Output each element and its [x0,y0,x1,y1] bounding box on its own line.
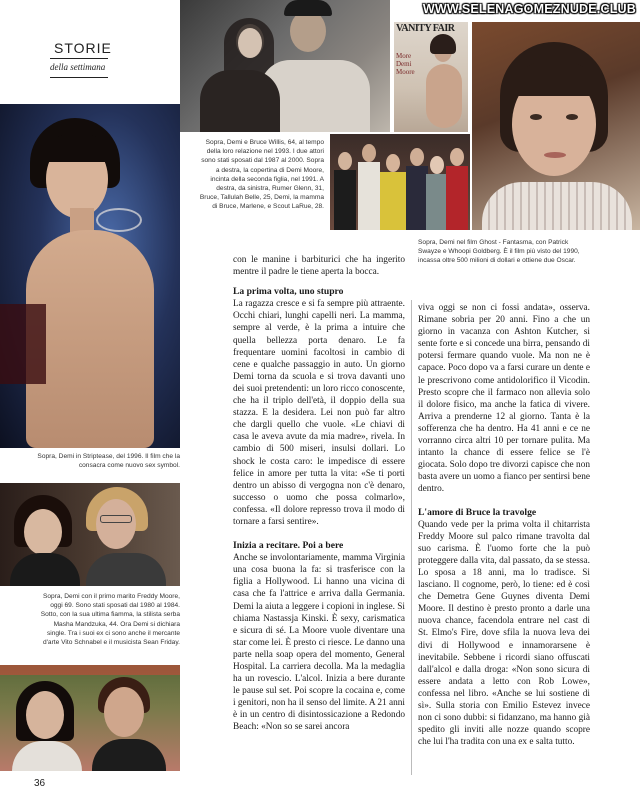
article-column-1 [233,254,405,734]
photo-demi-bruce [180,0,390,132]
photo-freddy-moore [0,483,180,586]
heading-prima-volta: La prima volta, uno stupro [233,286,344,298]
article-column-2 [418,302,590,748]
page-number: 36 [34,778,46,789]
photo-family-group [330,134,470,230]
article-paragraph: Anche se involontariamente, mamma Virginia una cosa buona la fa: si trasferisce con la figlia a Hollywood. Li hanno una vicina di casa che fa l'attrice e arriva dalla Germania. Demi la aiuta a leggere i copioni in inglese. Si chiama Nastassja Kinski. È sexy, carismatica e sicura di sé. La Moore vuole diventare una star come lei. È presto ci riesce. Le danno una parte nella soap opera del momento, General Hospital. La carriera decolla. Ma la medaglia ha un rovescio. L'alcol. Inizia a bere durante le pause sul set. Poi scopre la cocaina e, come i genitori, non ha il senso del limite. A 21 anni è in un centro di disintossicazione a Redondo Beach: «Non so se sarei ancora [233,553,405,733]
caption-freddy-masha: Sopra, Demi con il primo marito Freddy Moore, oggi 69. Sono stati sposati dal 1980 al 1984. Sotto, con la sua ultima fiamma, la stilista serba Masha Mandzuka, 44. Ora Demi si dichiara single. Tra i suoi ex ci sono anche il mercante d'arte Vito Schnabel e il musicista Sean Friday. [40,593,180,647]
article-paragraph: La ragazza cresce e si fa sempre più attraente. Occhi chiari, lunghi capelli neri. La mamma, sempre al verde, è la prima a intuire che quella bellezza porta denaro. Le fa frequentare uomini facoltosi in cambio di cene e qualche passaggio in auto. Un giorno Demi torna da scuola e si trova davanti uno dei suoi pretendenti: un loro ricco conoscente, che ha il triplo dell'età, il doppio della sua stazza. E la desidera. Lei non può far altro che dargli quello che vuole. «Le chiavi di casa le aveva avute da mia madre», rivela. In cambio di 500 miseri, insulsi dollari. Lo shock le costa caro: le impedisce di essere felice in amore per tutta la vita: «Se ti porti dentro un abisso di vergogna non c'è denaro, successo o uomo che possa colmarlo», confessa. «Il dolore represso trova il modo di tornare a farsi sentire». [233,299,405,527]
section-subtitle: della settimana [50,62,106,72]
photo-striptease [0,104,180,448]
site-watermark: WWW.SELENAGOMEZNUDE.CLUB [422,2,636,16]
photo-masha-mandzuka [0,665,180,771]
cover-masthead: VANITY FAIR [396,23,455,34]
cover-text: More Demi Moore [396,52,415,76]
article-paragraph: Quando vede per la prima volta il chitarrista Freddy Moore sul palco rimane travolta dal suo carisma. È l'uomo forte che la può proteggere dalla vita, dal passato, da se stessa. Lo sposa a 18 anni, ma lo tradisce. Si lasciano. Il cognome, però, lo tiene: ed è così che Demetra Gene Guynes diventa Demi Moore. Il destino è presto pronto a darle una nuova chance, facendola entrare nel cast di St. Elmo's Fire, dove sfila la nuova leva dei divi di Hollywood e innamorarsene è inevitabile. Sebbene i ricordi siano offuscati dall'alcol e dalla droga: «Non sono sicura di essere andata a letto con Rob Lowe», confessa nel libro. «Anche se lui sostiene di sì». Sulla storia con Emilio Estevez invece non ci sono dubbi: si fidanzano, ma hanno già spedito gli inviti alle nozze quando scopre che lui l'ha tradita con una ex e salta tutto. [418,519,590,748]
caption-striptease: Sopra, Demi in Striptease, del 1996. Il film che la consacra come nuovo sex symbol. [37,453,180,470]
section-rule-bottom [50,77,108,78]
section-rule-top [50,58,108,59]
caption-ghost: Sopra, Demi nel film Ghost - Fantasma, con Patrick Swayze e Whoopi Goldberg. È il film più visto del 1990, incassa oltre 500 milioni di dollari e ottiene due Oscar. [418,239,580,265]
section-title: STORIE [54,40,112,56]
photo-ghost-still [472,22,640,230]
heading-amore-bruce: L'amore di Bruce la travolge [418,506,537,518]
column-divider [411,300,412,775]
photo-vanity-fair-cover [394,22,468,132]
heading-inizia-recitare: Inizia a recitare. Poi a bere [233,540,344,552]
caption-demi-bruce: Sopra, Demi e Bruce Willis, 64, al tempo della loro relazione nel 1993. I due attori sono stati sposati dal 1987 al 2000. Sopra a destra, la copertina di Demi Moore, incinta della seconda figlia, nel 1991. A destra, da sinistra, Rumer Glenn, 31, Bruce, Tallulah Belle, 25, Demi, la mamma di Bruce, Marlene, e Scout LaRue, 28. [199,139,324,211]
article-intro: con le manine i barbiturici che ha ingerito mentre il padre le tiene aperta la bocca. [233,255,405,278]
article-paragraph: viva oggi se non ci fossi andata», osserva. Rimane sobria per 20 anni. Fino a che un giorno in vacanza con Ashton Kutcher, si sente forte e si concede una birra, pensando di potersi fermare quando vuole. Ma non ne è capace. Poco dopo va a farsi curare un dente e le prescrivono come antidolorifico il Vicodin. Presto scopre che il farmaco non allevia solo il dolore fisico, ma anche la fatica di vivere. Arriva a prenderne 12 al giorno. Tanta è la sofferenza che ha dentro. Ha 41 anni e ce ne vorranno circa altri 10 per tornare pulita. Ma intanto la chance di essere felice se l'è giocata. Solo dopo tre divorzi capisce che non basta avere un uomo a fianco per sentirsi bene dentro. [418,303,590,495]
